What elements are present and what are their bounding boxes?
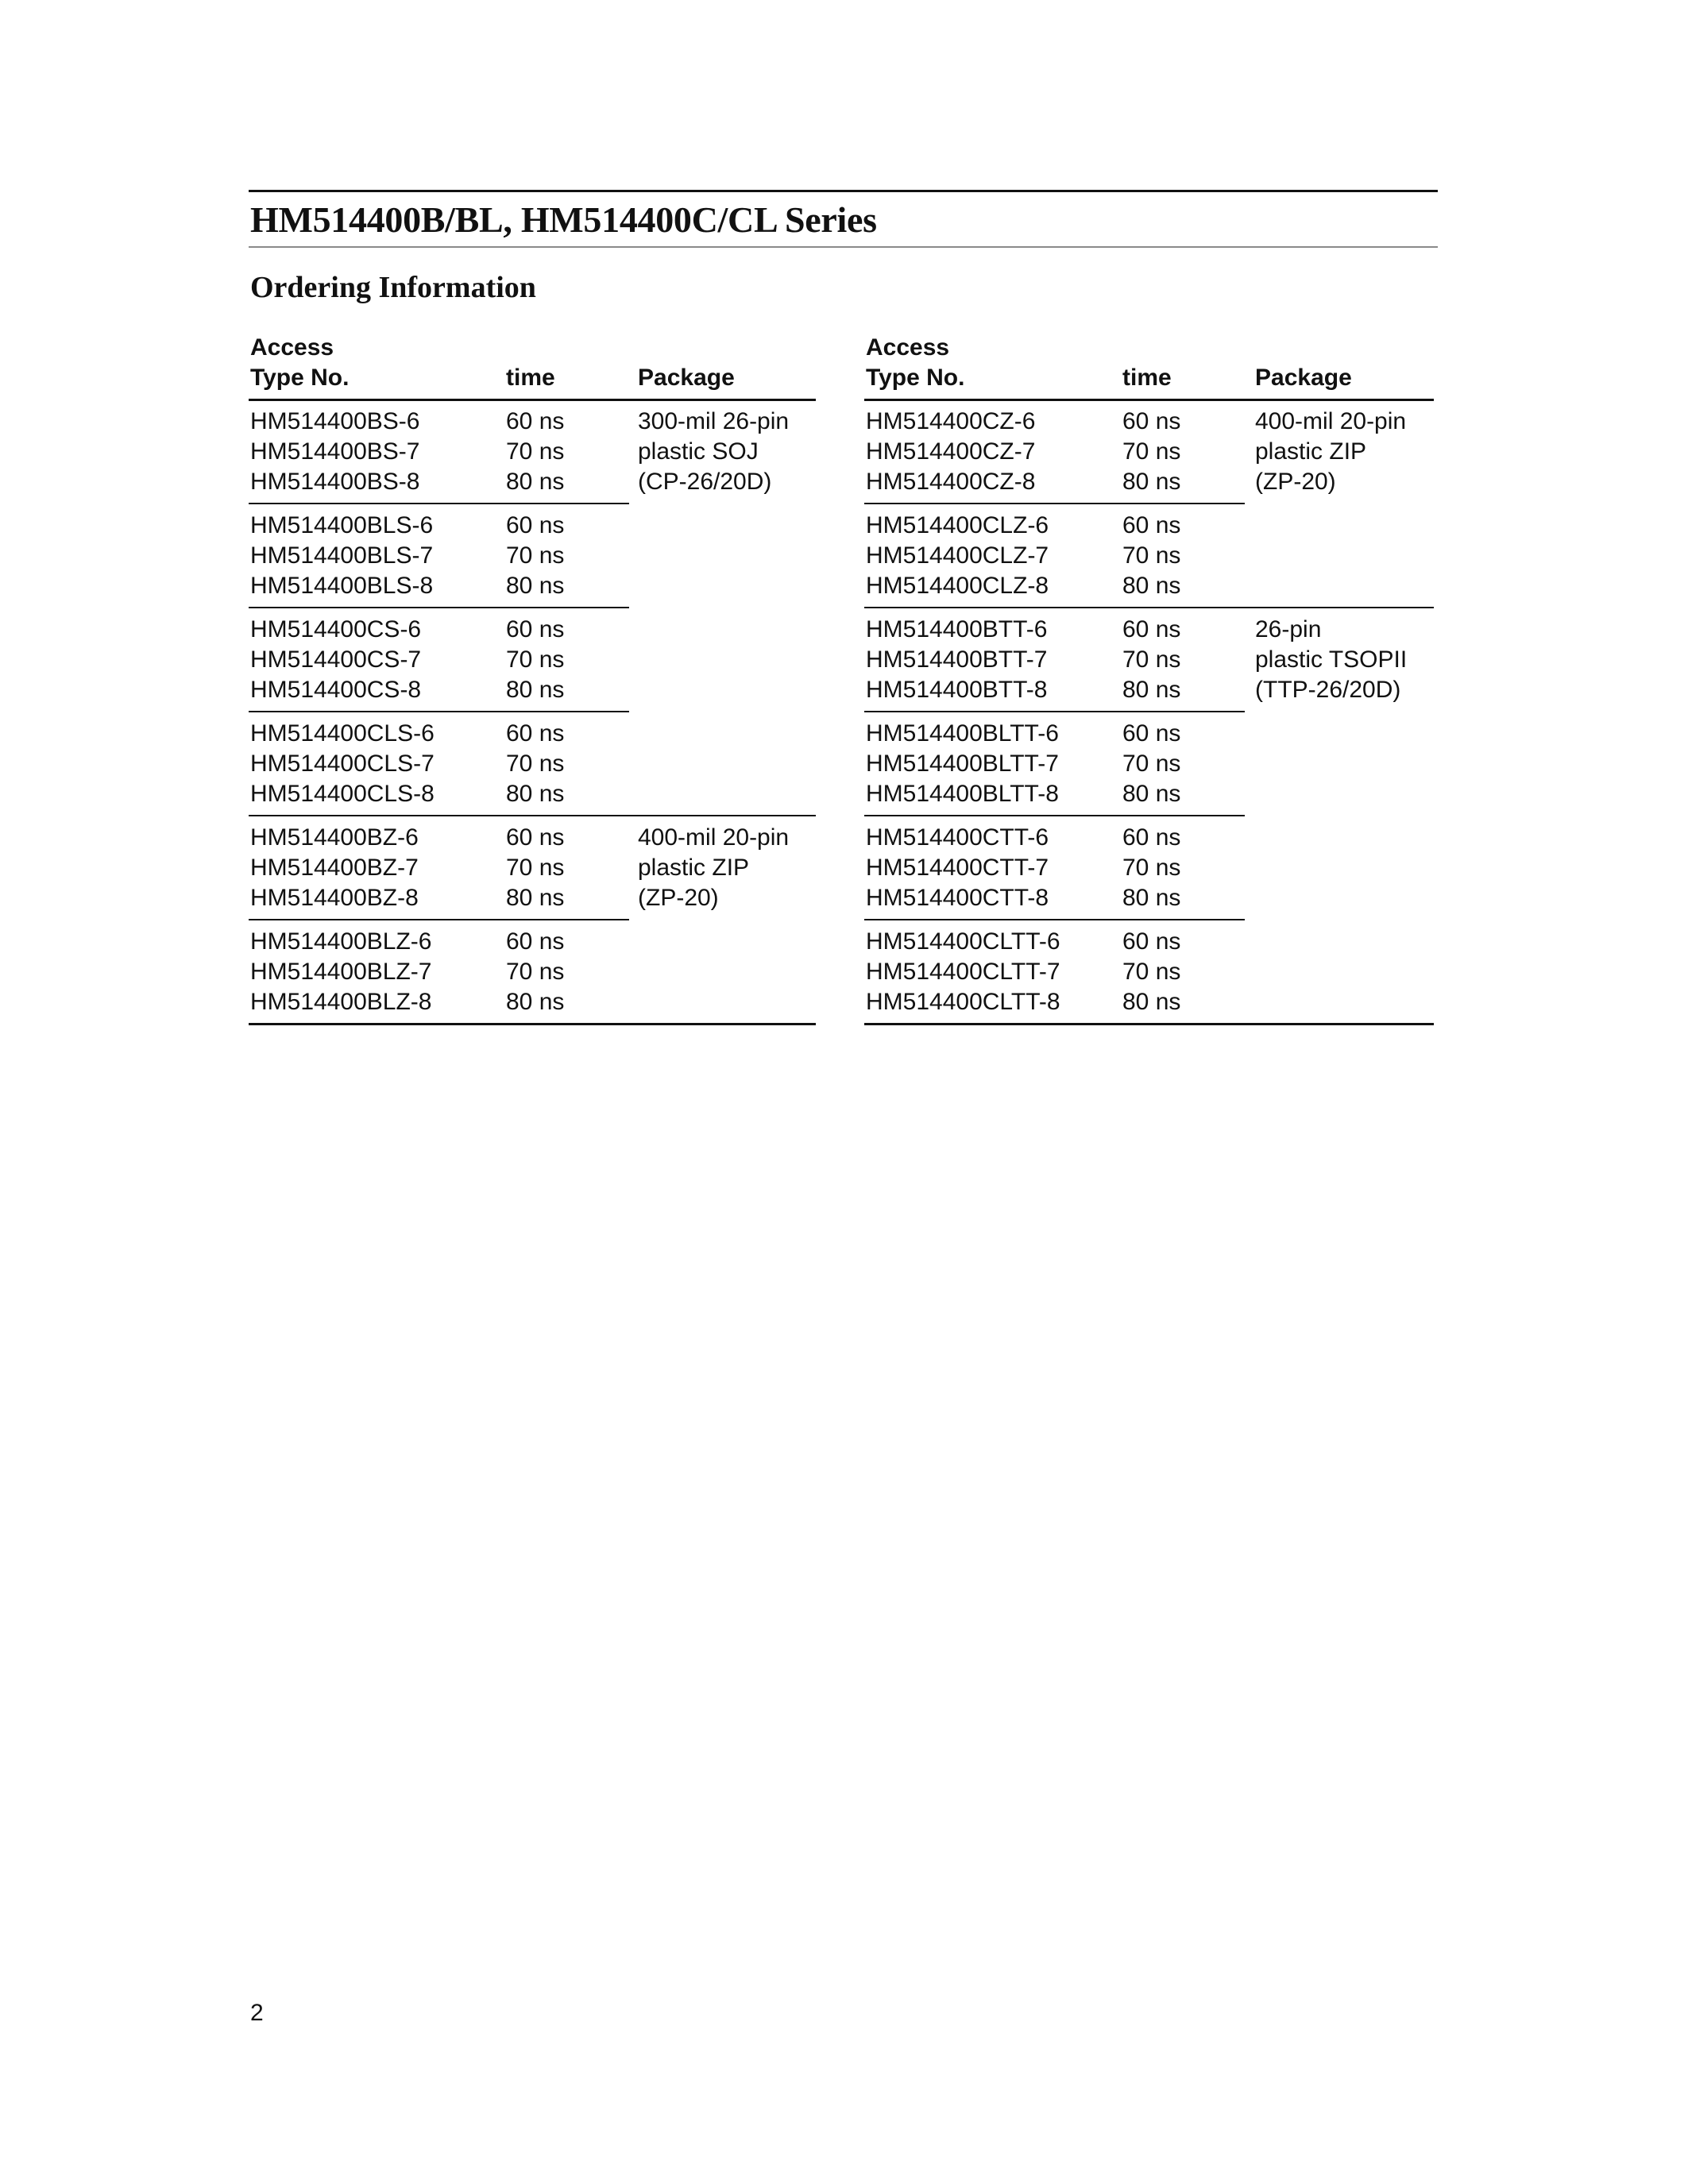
table-row-time: 80 ns xyxy=(506,573,565,599)
table-row-type: HM514400BLS-6 xyxy=(250,512,434,538)
table-row-type: HM514400BTT-7 xyxy=(866,646,1048,673)
table-row-type: HM514400BTT-8 xyxy=(866,677,1048,703)
header-bottom-rule xyxy=(249,246,1438,248)
table-row-type: HM514400BLS-8 xyxy=(250,573,434,599)
table-row-time: 70 ns xyxy=(506,959,565,985)
package-line: 300-mil 26-pin xyxy=(638,408,790,434)
page-number: 2 xyxy=(250,2000,264,2026)
table-row-time: 70 ns xyxy=(1122,438,1181,465)
table-row-time: 80 ns xyxy=(506,469,565,495)
header-package: Package xyxy=(638,365,735,391)
table-row-type: HM514400CLZ-7 xyxy=(866,542,1049,569)
group-divider xyxy=(249,607,629,608)
table-row-type: HM514400CLZ-6 xyxy=(866,512,1049,538)
header-type-no: Type No. xyxy=(250,365,350,391)
table-row-time: 60 ns xyxy=(506,720,565,747)
table-row-type: HM514400BZ-8 xyxy=(250,885,419,911)
table-row-time: 60 ns xyxy=(1122,824,1181,851)
table-row-time: 70 ns xyxy=(506,646,565,673)
table-row-type: HM514400BLTT-7 xyxy=(866,751,1059,777)
package-line: plastic SOJ xyxy=(638,438,759,465)
package-line: (ZP-20) xyxy=(1255,469,1336,495)
table-row-time: 70 ns xyxy=(1122,855,1181,881)
package-divider xyxy=(249,815,816,816)
table-row-type: HM514400BLS-7 xyxy=(250,542,434,569)
header-access: Access xyxy=(866,334,950,361)
header-time: time xyxy=(506,365,555,391)
table-row-type: HM514400CS-6 xyxy=(250,616,422,642)
header-rule xyxy=(864,399,1434,401)
table-row-type: HM514400CLS-8 xyxy=(250,781,435,807)
table-row-time: 60 ns xyxy=(1122,928,1181,955)
group-divider xyxy=(864,919,1245,920)
table-row-type: HM514400CTT-6 xyxy=(866,824,1049,851)
table-row-type: HM514400BLTT-6 xyxy=(866,720,1059,747)
table-row-time: 60 ns xyxy=(506,512,565,538)
table-row-time: 70 ns xyxy=(1122,542,1181,569)
section-title: Ordering Information xyxy=(250,271,536,304)
table-row-time: 80 ns xyxy=(1122,573,1181,599)
table-row-type: HM514400BZ-7 xyxy=(250,855,419,881)
package-line: plastic ZIP xyxy=(638,855,750,881)
table-row-type: HM514400BLZ-6 xyxy=(250,928,432,955)
table-row-time: 60 ns xyxy=(1122,616,1181,642)
header-type-no: Type No. xyxy=(866,365,965,391)
table-row-type: HM514400CLS-7 xyxy=(250,751,435,777)
table-row-type: HM514400CLS-6 xyxy=(250,720,435,747)
table-row-time: 60 ns xyxy=(506,824,565,851)
table-row-time: 60 ns xyxy=(506,408,565,434)
document-title: HM514400B/BL, HM514400C/CL Series xyxy=(250,199,877,240)
table-row-time: 80 ns xyxy=(506,989,565,1015)
table-row-time: 80 ns xyxy=(506,885,565,911)
package-divider xyxy=(864,607,1434,608)
table-row-time: 80 ns xyxy=(1122,677,1181,703)
table-row-type: HM514400CZ-7 xyxy=(866,438,1036,465)
header-top-rule xyxy=(249,190,1438,192)
table-row-type: HM514400CTT-7 xyxy=(866,855,1049,881)
table-row-type: HM514400BLZ-7 xyxy=(250,959,432,985)
table-row-type: HM514400CS-8 xyxy=(250,677,422,703)
table-row-type: HM514400BTT-6 xyxy=(866,616,1048,642)
group-divider xyxy=(864,711,1245,712)
group-divider xyxy=(864,503,1245,504)
package-line: (TTP-26/20D) xyxy=(1255,677,1401,703)
table-row-type: HM514400CZ-6 xyxy=(866,408,1036,434)
table-row-type: HM514400CLTT-7 xyxy=(866,959,1060,985)
table-row-time: 60 ns xyxy=(1122,408,1181,434)
package-line: plastic TSOPII xyxy=(1255,646,1408,673)
package-line: 26-pin xyxy=(1255,616,1322,642)
table-row-time: 80 ns xyxy=(506,677,565,703)
table-row-type: HM514400CLTT-8 xyxy=(866,989,1060,1015)
table-row-type: HM514400BS-6 xyxy=(250,408,420,434)
table-row-time: 80 ns xyxy=(1122,469,1181,495)
table-row-type: HM514400CS-7 xyxy=(250,646,422,673)
table-bottom-rule xyxy=(864,1023,1434,1025)
table-row-type: HM514400BLZ-8 xyxy=(250,989,432,1015)
table-row-time: 80 ns xyxy=(1122,781,1181,807)
package-line: (CP-26/20D) xyxy=(638,469,772,495)
table-row-time: 70 ns xyxy=(506,751,565,777)
table-row-time: 60 ns xyxy=(1122,512,1181,538)
table-row-time: 70 ns xyxy=(506,438,565,465)
table-row-type: HM514400CLZ-8 xyxy=(866,573,1049,599)
table-row-time: 60 ns xyxy=(506,928,565,955)
group-divider xyxy=(864,815,1245,816)
group-divider xyxy=(249,503,629,504)
table-row-type: HM514400BS-7 xyxy=(250,438,420,465)
table-row-time: 80 ns xyxy=(506,781,565,807)
table-row-type: HM514400CLTT-6 xyxy=(866,928,1060,955)
table-row-time: 80 ns xyxy=(1122,885,1181,911)
table-row-time: 60 ns xyxy=(506,616,565,642)
table-row-time: 60 ns xyxy=(1122,720,1181,747)
table-row-type: HM514400CZ-8 xyxy=(866,469,1036,495)
package-line: plastic ZIP xyxy=(1255,438,1367,465)
table-bottom-rule xyxy=(249,1023,816,1025)
table-row-time: 70 ns xyxy=(1122,751,1181,777)
table-row-type: HM514400CTT-8 xyxy=(866,885,1049,911)
package-line: (ZP-20) xyxy=(638,885,719,911)
table-row-type: HM514400BLTT-8 xyxy=(866,781,1059,807)
table-row-time: 70 ns xyxy=(1122,959,1181,985)
table-row-time: 70 ns xyxy=(1122,646,1181,673)
table-row-time: 80 ns xyxy=(1122,989,1181,1015)
header-package: Package xyxy=(1255,365,1352,391)
table-row-type: HM514400BZ-6 xyxy=(250,824,419,851)
group-divider xyxy=(249,711,629,712)
header-rule xyxy=(249,399,816,401)
package-line: 400-mil 20-pin xyxy=(1255,408,1407,434)
table-row-time: 70 ns xyxy=(506,542,565,569)
package-line: 400-mil 20-pin xyxy=(638,824,790,851)
table-row-type: HM514400BS-8 xyxy=(250,469,420,495)
header-time: time xyxy=(1122,365,1172,391)
table-row-time: 70 ns xyxy=(506,855,565,881)
group-divider xyxy=(249,919,629,920)
header-access: Access xyxy=(250,334,334,361)
